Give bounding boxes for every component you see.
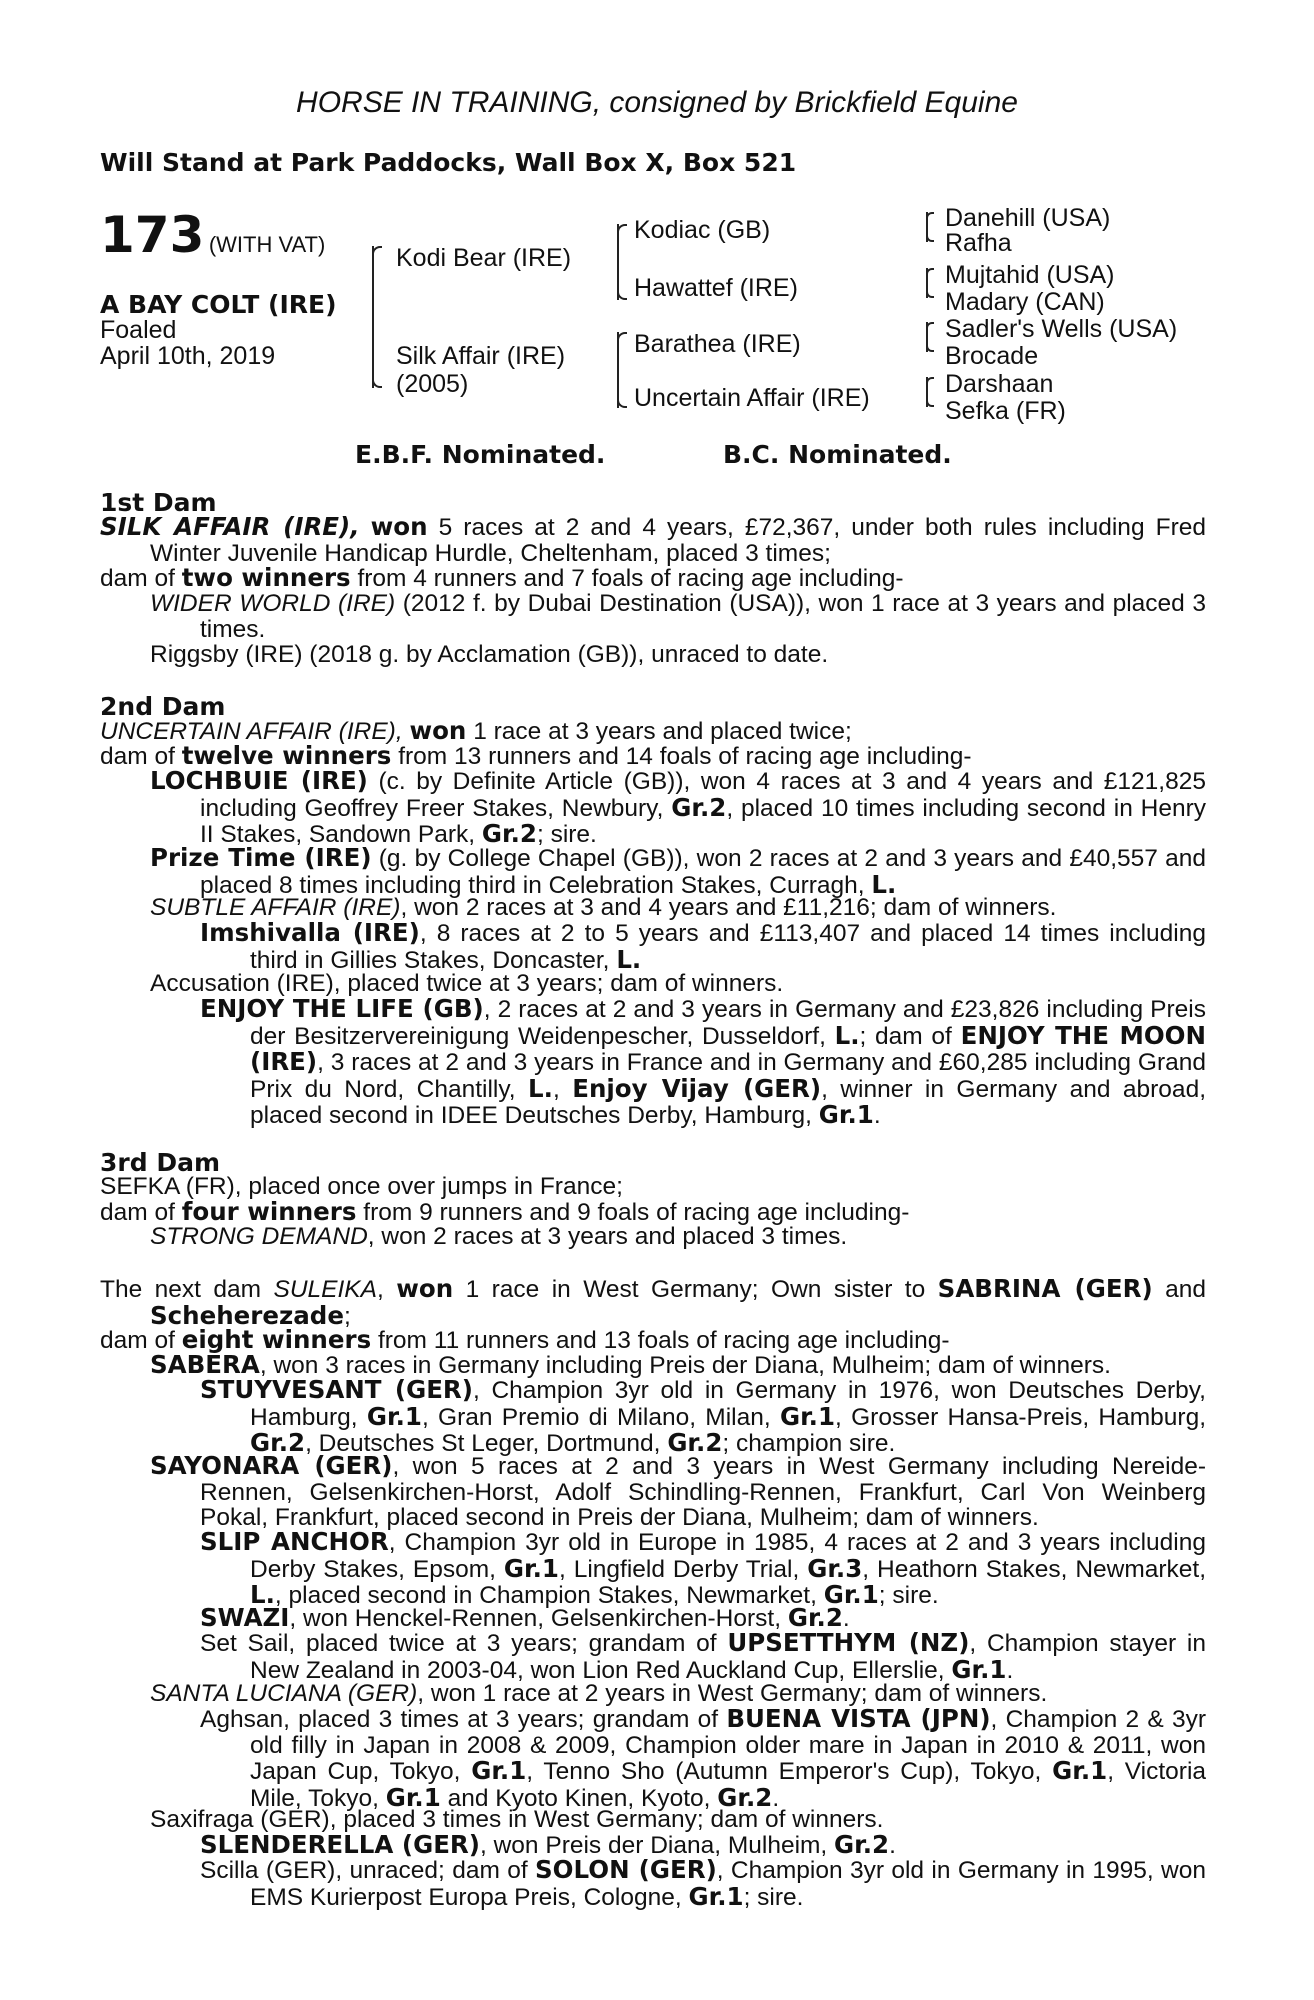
- progeny-text: ; sire.: [743, 1883, 804, 1911]
- grade-label: Gr.2: [667, 1428, 723, 1457]
- next-dam-progeny-c: [150, 1681, 1206, 1707]
- progeny-text: , Champion 3yr old in Germany in 1976, won Deutsches Derby, Hamburg,: [250, 1377, 1206, 1431]
- sister-name: SABRINA (GER): [937, 1274, 1153, 1303]
- first-dam-progeny-1: [150, 591, 1206, 642]
- grade-label: Gr.3: [807, 1553, 863, 1583]
- ancestor-1: Danehill (USA): [945, 204, 1111, 232]
- progeny-name: SAYONARA (GER): [150, 1451, 393, 1480]
- second-dam-text: 1 race at 3 years and placed twice;: [473, 718, 852, 745]
- progeny-text: , won Preis der Diana, Mulheim,: [480, 1832, 828, 1859]
- progeny-text: , won 5 races at 2 and 3 years in West Germany including Nereide-Rennen, Gelsenkirchen-Horst, Adolf Schindling-Rennen, Frankfurt, Carl Von Weinberg Pokal, Frankfurt, placed second in Preis der Diana, Mulheim; dam of winners.: [200, 1453, 1206, 1531]
- next-dam-produce-line: [100, 1327, 1206, 1354]
- next-dam-text: and: [1165, 1276, 1206, 1303]
- lot-description: A BAY COLT (IRE): [100, 290, 337, 319]
- pedigree-brace-main: [372, 246, 374, 388]
- produce-text: from 13 runners and 14 foals of racing age including-: [398, 743, 972, 770]
- progeny-text: , Victoria Mile, Tokyo,: [250, 1758, 1207, 1812]
- next-dam-text: 1 race in West Germany; Own sister to: [465, 1276, 926, 1303]
- winners-count: two winners: [181, 563, 351, 592]
- progeny-text: ; dam of: [859, 1022, 952, 1050]
- progeny-text: Riggsby (IRE) (2018 g. by Acclamation (GB)), unraced to date.: [150, 641, 829, 668]
- next-dam-intro: The next dam: [100, 1276, 262, 1303]
- ebf-nomination: E.B.F. Nominated.: [355, 440, 606, 469]
- progeny-text: .: [873, 1102, 881, 1129]
- first-dam-record: [100, 514, 1206, 566]
- grade-label: Gr.2: [671, 792, 727, 822]
- grade-label: Gr.1: [503, 1553, 559, 1583]
- progeny-text: , Tenno Sho (Autumn Emperor's Cup), Tokyo,: [526, 1758, 1042, 1785]
- grade-label: Gr.2: [250, 1428, 306, 1457]
- progeny-text: Set Sail, placed twice at 3 years; grandam of: [200, 1630, 717, 1657]
- progeny-text: ; sire.: [878, 1582, 939, 1609]
- progeny-name: SUBTLE AFFAIR (IRE): [150, 894, 401, 921]
- grade-label: Gr.2: [787, 1603, 843, 1632]
- progeny-text: , 2 races at 2 and 3 years in Germany and £23,826 including Preis der Besitzervereinigung Weidenpescher, Dusseldorf,: [250, 996, 1206, 1050]
- grade-label: L.: [834, 1020, 860, 1050]
- progeny-name: UPSETTHYM (NZ): [727, 1628, 970, 1657]
- second-dam-grandprogeny-3a: [200, 920, 1206, 973]
- next-dam-progeny-b: [150, 1453, 1206, 1531]
- progeny-text: Accusation (IRE), placed twice at 3 years; dam of winners.: [150, 970, 784, 997]
- grade-label: Gr.1: [366, 1401, 422, 1431]
- third-dam-text: SEFKA (FR), placed once over jumps in France;: [100, 1173, 623, 1200]
- progeny-text: .: [889, 1832, 896, 1859]
- grade-label: Gr.1: [951, 1654, 1007, 1684]
- next-dam-grandprogeny-b3: [200, 1630, 1206, 1683]
- grade-label: Gr.1: [688, 1881, 744, 1911]
- progeny-text: , Champion 3yr old in Germany in 1995, won EMS Kurierpost Europa Preis, Cologne,: [250, 1857, 1207, 1911]
- first-dam-produce-line: [100, 565, 1206, 592]
- grade-label: Gr.1: [471, 1756, 527, 1785]
- third-dam-heading: 3rd Dam: [100, 1148, 220, 1177]
- dam: Silk Affair (IRE): [396, 342, 566, 370]
- sire: Kodi Bear (IRE): [396, 244, 572, 272]
- second-dam-progeny-2: [150, 845, 1206, 898]
- pedigree-brace-dam: [617, 332, 619, 408]
- progeny-name: STRONG DEMAND: [150, 1223, 368, 1250]
- ancestor-4: Madary (CAN): [945, 288, 1105, 316]
- next-dam-name: SULEIKA: [273, 1276, 377, 1303]
- foaled-label: Foaled: [100, 316, 177, 344]
- second-dam-grandprogeny-4a: [200, 996, 1206, 1129]
- progeny-text: ,: [552, 1075, 560, 1103]
- next-dam-grandprogeny-d2: [200, 1857, 1206, 1910]
- dam-of-label: dam of: [100, 565, 175, 592]
- progeny-text: , Grosser Hansa-Preis, Hamburg,: [835, 1403, 1207, 1431]
- progeny-text: and Kyoto Kinen, Kyoto,: [447, 1784, 711, 1812]
- winners-count: eight winners: [181, 1325, 372, 1354]
- progeny-name: SLIP ANCHOR: [200, 1527, 389, 1556]
- progeny-text: , 8 races at 2 to 5 years and £113,407 and placed 14 times including third in Gillies Stakes, Doncaster,: [250, 920, 1206, 974]
- progeny-text: ; champion sire.: [722, 1430, 896, 1457]
- pedigree-brace-g2: [926, 268, 928, 298]
- progeny-name: STUYVESANT (GER): [200, 1375, 473, 1404]
- first-dam-text: 5 races at 2 and 4 years, £72,367, under both rules including Fred Winter Juvenile Handicap Hurdle, Cheltenham, placed 3 times;: [150, 514, 1206, 567]
- progeny-text: , Heathorn Stakes, Newmarket,: [862, 1555, 1207, 1583]
- progeny-text: , winner in Germany and abroad, placed second in IDEE Deutsches Derby, Hamburg,: [250, 1075, 1206, 1129]
- next-dam-grandprogeny-b2: [200, 1605, 1206, 1632]
- pedigree-brace-g3: [926, 322, 928, 352]
- sister-name: Scheherezade: [150, 1300, 344, 1330]
- grade-label: L.: [250, 1580, 275, 1609]
- grade-label: Gr.1: [1052, 1756, 1108, 1785]
- produce-text: from 11 runners and 13 foals of racing age including-: [377, 1327, 950, 1354]
- grade-label: Gr.1: [779, 1401, 836, 1431]
- vat-note: (WITH VAT): [208, 232, 326, 257]
- progeny-text: (g. by College Chapel (GB)), won 2 races at 2 and 3 years and £40,557 and placed 8 times including third in Celebration Stakes, Curragh,: [200, 845, 1206, 899]
- progeny-name: BUENA VISTA (JPN): [726, 1704, 991, 1733]
- progeny-text: , won Henckel-Rennen, Gelsenkirchen-Horst,: [289, 1605, 782, 1632]
- ancestor-2: Rafha: [945, 229, 1012, 257]
- progeny-text: , placed 10 times including second in Henry II Stakes, Sandown Park,: [200, 794, 1206, 848]
- progeny-name: SANTA LUCIANA (GER): [150, 1680, 418, 1707]
- sire-dam: Hawattef (IRE): [634, 274, 798, 302]
- progeny-text: , Deutsches St Leger, Dortmund,: [305, 1430, 661, 1457]
- progeny-text: Scilla (GER), unraced; dam of: [200, 1857, 528, 1884]
- second-dam-progeny-3: [150, 895, 1206, 921]
- ancestor-5: Sadler's Wells (USA): [945, 315, 1178, 343]
- next-dam-progeny-d: [150, 1807, 1206, 1833]
- third-dam-record: [100, 1174, 1206, 1200]
- grade-label: Gr.1: [385, 1782, 441, 1812]
- won-label: won: [396, 1274, 454, 1303]
- first-dam-name: SILK AFFAIR (IRE),: [100, 512, 360, 541]
- progeny-name: WIDER WORLD (IRE): [150, 590, 396, 617]
- progeny-name: ENJOY THE MOON (IRE): [250, 1020, 1206, 1076]
- progeny-name: Enjoy Vijay (GER): [572, 1073, 822, 1103]
- progeny-text: .: [842, 1605, 850, 1632]
- progeny-name: Imshivalla (IRE): [200, 918, 420, 947]
- pedigree-brace-g4: [926, 377, 928, 407]
- winners-count: four winners: [181, 1197, 357, 1226]
- progeny-text: , 3 races at 2 and 3 years in France and in Germany and £60,285 including Grand Prix du Nord, Chantilly,: [250, 1049, 1206, 1103]
- dam-sire: Barathea (IRE): [634, 330, 801, 358]
- grade-label: L.: [528, 1073, 553, 1103]
- progeny-text: , Champion stayer in New Zealand in 2003-04, won Lion Red Auckland Cup, Ellerslie,: [250, 1630, 1206, 1684]
- second-dam-heading: 2nd Dam: [100, 692, 226, 721]
- progeny-name: LOCHBUIE (IRE): [150, 766, 368, 795]
- winners-count: twelve winners: [181, 741, 392, 770]
- progeny-text: (2012 f. by Dubai Destination (USA)), won 1 race at 3 years and placed 3 times.: [200, 590, 1207, 643]
- progeny-text: Saxifraga (GER), placed 3 times in West Germany; dam of winners.: [150, 1806, 884, 1833]
- progeny-text: , Champion 2 & 3yr old filly in Japan in 2008 & 2009, Champion older mare in Japan in 2010 & 2011, won Japan Cup, Tokyo,: [250, 1706, 1206, 1785]
- progeny-text: (c. by Definite Article (GB)), won 4 races at 3 and 4 years and £121,825 including Geoffrey Freer Stakes, Newbury,: [200, 768, 1206, 822]
- progeny-name: SLENDERELLA (GER): [200, 1830, 480, 1859]
- grade-label: L.: [616, 944, 642, 974]
- progeny-name: SOLON (GER): [535, 1855, 717, 1884]
- won-label: won: [409, 716, 467, 745]
- progeny-text: ; sire.: [536, 821, 597, 848]
- progeny-text: , won 2 races at 3 years and placed 3 times.: [367, 1223, 848, 1250]
- progeny-name: SWAZI: [200, 1603, 290, 1632]
- grade-label: Gr.1: [818, 1100, 874, 1129]
- next-dam-grandprogeny-c1: [200, 1706, 1206, 1811]
- lot-number-block: [100, 206, 325, 264]
- grade-label: Gr.2: [717, 1782, 773, 1812]
- second-dam-progeny-4: [150, 971, 1206, 997]
- dam-of-label: dam of: [100, 1327, 175, 1354]
- progeny-name: Prize Time (IRE): [150, 843, 372, 872]
- progeny-text: , Gran Premio di Milano, Milan,: [421, 1403, 771, 1431]
- progeny-text: , Lingfield Derby Trial,: [558, 1555, 800, 1583]
- produce-text: from 9 runners and 9 foals of racing age including-: [363, 1199, 910, 1226]
- next-dam-record: The next dam SULEIKA, won 1 race in West Germany; Own sister to SABRINA (GER) and Scheherezade;: [100, 1274, 1206, 1330]
- progeny-text: , won 1 race at 2 years in West Germany; dam of winners.: [417, 1680, 1048, 1707]
- next-dam-grandprogeny-a1: [200, 1377, 1206, 1457]
- first-dam-progeny-2: [150, 642, 1206, 668]
- progeny-name: SABERA: [150, 1350, 260, 1379]
- dam-of-label: dam of: [100, 743, 175, 770]
- progeny-text: , Champion 3yr old in Europe in 1985, 4 races at 2 and 3 years including Derby Stakes, Epsom,: [250, 1529, 1206, 1583]
- progeny-text: , placed second in Champion Stakes, Newmarket,: [274, 1582, 817, 1609]
- grade-label: Gr.1: [823, 1580, 879, 1609]
- ancestor-7: Darshaan: [945, 370, 1054, 398]
- progeny-text: Aghsan, placed 3 times at 3 years; grandam of: [200, 1706, 719, 1733]
- first-dam-heading: 1st Dam: [100, 488, 217, 517]
- produce-text: from 4 runners and 7 foals of racing age including-: [357, 565, 904, 592]
- sire-sire: Kodiac (GB): [634, 216, 771, 244]
- progeny-text: , won 2 races at 3 and 4 years and £11,216; dam of winners.: [400, 894, 1057, 921]
- second-dam-progeny-1: [150, 768, 1206, 848]
- ancestor-8: Sefka (FR): [945, 397, 1066, 425]
- progeny-text: , won 3 races in Germany including Preis der Diana, Mulheim; dam of winners.: [259, 1352, 1111, 1379]
- pedigree-brace-g1: [926, 212, 928, 242]
- next-dam-text: ;: [343, 1302, 351, 1330]
- grade-label: Gr.2: [834, 1830, 890, 1859]
- second-dam-name: UNCERTAIN AFFAIR (IRE),: [100, 718, 403, 745]
- dam-of-label: dam of: [100, 1199, 175, 1226]
- dam-year: (2005): [396, 370, 469, 398]
- ancestor-6: Brocade: [945, 342, 1039, 370]
- grade-label: Gr.2: [481, 819, 537, 848]
- grade-label: L.: [871, 869, 897, 899]
- pedigree-brace-sire: [617, 224, 619, 300]
- lot-number: 173: [100, 206, 205, 264]
- next-dam-grandprogeny-b1: [200, 1529, 1206, 1609]
- third-dam-progeny-1: [150, 1224, 1206, 1250]
- dam-dam: Uncertain Affair (IRE): [634, 384, 870, 412]
- progeny-text: .: [772, 1784, 780, 1812]
- won-label: won: [370, 512, 428, 541]
- stand-location: Will Stand at Park Paddocks, Wall Box X, Box 521: [100, 148, 797, 177]
- progeny-name: ENJOY THE LIFE (GB): [200, 994, 484, 1023]
- ancestor-3: Mujtahid (USA): [945, 261, 1115, 289]
- page-title: HORSE IN TRAINING, consigned by Brickfield Equine: [296, 86, 1018, 119]
- bc-nomination: B.C. Nominated.: [723, 440, 952, 469]
- third-dam-produce-line: [100, 1199, 1206, 1226]
- foaled-date: April 10th, 2019: [100, 342, 276, 370]
- progeny-text: .: [1006, 1656, 1014, 1684]
